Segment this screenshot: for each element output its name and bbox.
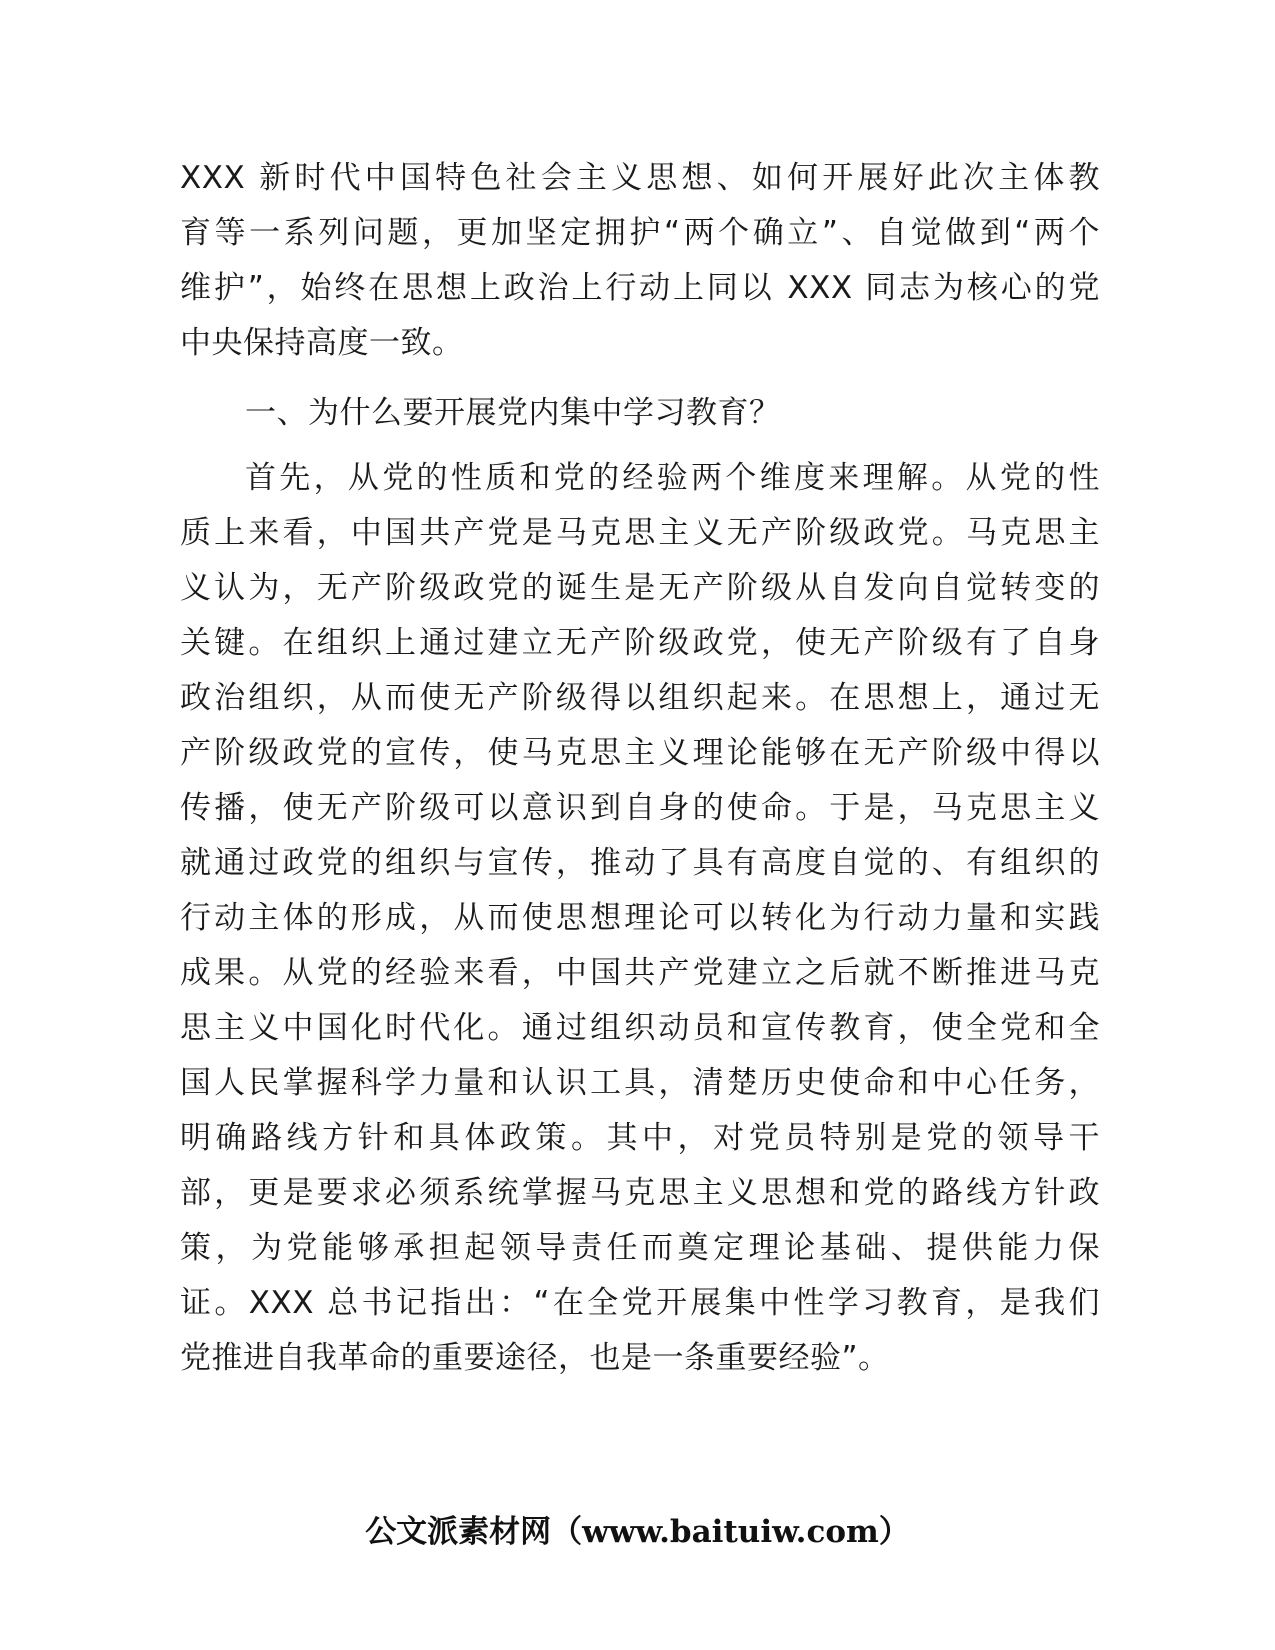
body-line: 国人民掌握科学力量和认识工具，清楚历史使命和中心任务， bbox=[180, 1065, 1100, 1101]
body-line: 行动主体的形成，从而使思想理论可以转化为行动力量和实践 bbox=[180, 900, 1100, 936]
body-line: 明确路线方针和具体政策。其中，对党员特别是党的领导干 bbox=[180, 1120, 1100, 1156]
body-line: 产阶级政党的宣传，使马克思主义理论能够在无产阶级中得以 bbox=[180, 735, 1100, 771]
body-line: 传播，使无产阶级可以意识到自身的使命。于是，马克思主义 bbox=[180, 790, 1100, 826]
intro-line: 维护”，始终在思想上政治上行动上同以 XXX 同志为核心的党 bbox=[180, 270, 1100, 306]
body-line: 成果。从党的经验来看，中国共产党建立之后就不断推进马克 bbox=[180, 955, 1100, 991]
body-line: 思主义中国化时代化。通过组织动员和宣传教育，使全党和全 bbox=[180, 1010, 1100, 1046]
body-line: 首先，从党的性质和党的经验两个维度来理解。从党的性 bbox=[245, 460, 1100, 496]
body-line: 关键。在组织上通过建立无产阶级政党，使无产阶级有了自身 bbox=[180, 625, 1100, 661]
footer-watermark: 公文派素材网（www.baituiw.com） bbox=[365, 1514, 910, 1550]
body-line: 政治组织，从而使无产阶级得以组织起来。在思想上，通过无 bbox=[180, 680, 1100, 716]
body-line: 质上来看，中国共产党是马克思主义无产阶级政党。马克思主 bbox=[180, 515, 1100, 551]
intro-line: 育等一系列问题，更加坚定拥护“两个确立”、自觉做到“两个 bbox=[180, 215, 1100, 251]
body-line: 策，为党能够承担起领导责任而奠定理论基础、提供能力保 bbox=[180, 1230, 1100, 1266]
intro-line: 中央保持高度一致。 bbox=[180, 325, 464, 361]
body-line: 义认为，无产阶级政党的诞生是无产阶级从自发向自觉转变的 bbox=[180, 570, 1100, 606]
body-line: 部，更是要求必须系统掌握马克思主义思想和党的路线方针政 bbox=[180, 1175, 1100, 1211]
body-line: 党推进自我革命的重要途径，也是一条重要经验”。 bbox=[180, 1340, 890, 1376]
section-heading: 一、为什么要开展党内集中学习教育？ bbox=[245, 395, 781, 431]
body-line: 证。XXX 总书记指出：“在全党开展集中性学习教育，是我们 bbox=[180, 1285, 1100, 1321]
intro-line: XXX 新时代中国特色社会主义思想、如何开展好此次主体教 bbox=[180, 160, 1100, 196]
body-line: 就通过政党的组织与宣传，推动了具有高度自觉的、有组织的 bbox=[180, 845, 1100, 881]
